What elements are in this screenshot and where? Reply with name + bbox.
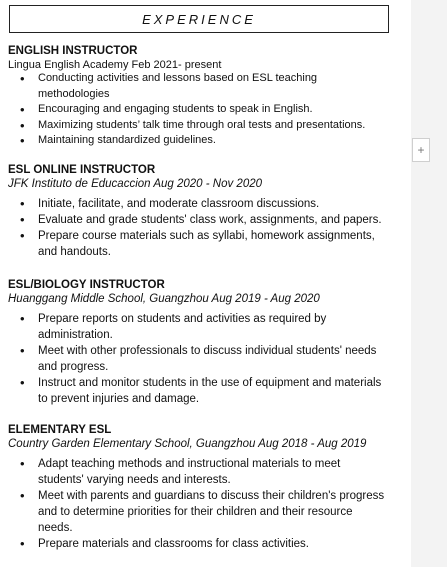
bullet-item: • Prepare reports on students and activities as required by administration.: [0, 311, 405, 343]
bullet-item: • Initiate, facilitate, and moderate classroom discussions.: [0, 196, 405, 212]
section-heading: EXPERIENCE: [142, 11, 256, 27]
bullet-item: • Prepare materials and classrooms for class activities.: [0, 536, 405, 552]
job-entry: [0, 164, 405, 260]
job-bullets: [0, 456, 405, 552]
bullet-item: • Instruct and monitor students in the use of equipment and materials to prevent injuries and damage.: [0, 375, 405, 407]
bullet-item: • Maintaining standardized guidelines.: [0, 133, 405, 149]
bullet-item: • Meet with other professionals to discuss individual students' needs and progress.: [0, 343, 405, 375]
bullet-item: • Adapt teaching methods and instructional materials to meet students' varying needs and interests.: [0, 456, 405, 488]
job-title: ESL ONLINE INSTRUCTOR: [8, 164, 156, 176]
section-heading-box: [9, 5, 389, 33]
job-entry: [0, 424, 405, 552]
job-bullets: [0, 196, 405, 260]
job-bullets: [0, 71, 405, 149]
job-entry: [0, 279, 405, 407]
job-organization: Country Garden Elementary School, Guangzhou Aug 2018 - Aug 2019: [8, 438, 367, 450]
bullet-item: • Evaluate and grade students' class work, assignments, and papers.: [0, 212, 405, 228]
job-organization: Lingua English Academy Feb 2021- present: [8, 59, 222, 71]
job-title: ENGLISH INSTRUCTOR: [8, 45, 138, 57]
job-organization: Huanggang Middle School, Guangzhou Aug 2019 - Aug 2020: [8, 293, 320, 305]
expand-button[interactable]: +: [412, 138, 430, 162]
bullet-item: • Encouraging and engaging students to speak in English.: [0, 102, 405, 118]
job-title: ESL/BIOLOGY INSTRUCTOR: [8, 279, 165, 291]
bullet-item: • Maximizing students’ talk time through oral tests and presentations.: [0, 118, 405, 134]
job-bullets: [0, 311, 405, 407]
bullet-item: • Prepare course materials such as syllabi, homework assignments, and handouts.: [0, 228, 405, 260]
job-organization: JFK Instituto de Educaccion Aug 2020 - Nov 2020: [8, 178, 263, 190]
job-entry: [0, 45, 405, 149]
bullet-item: • Meet with parents and guardians to discuss their children's progress and to determine priorities for their children and their resource needs.: [0, 488, 405, 536]
job-title: ELEMENTARY ESL: [8, 424, 112, 436]
editor-side-panel: [411, 0, 447, 567]
bullet-item: • Conducting activities and lessons based on ESL teaching methodologies: [0, 71, 405, 102]
